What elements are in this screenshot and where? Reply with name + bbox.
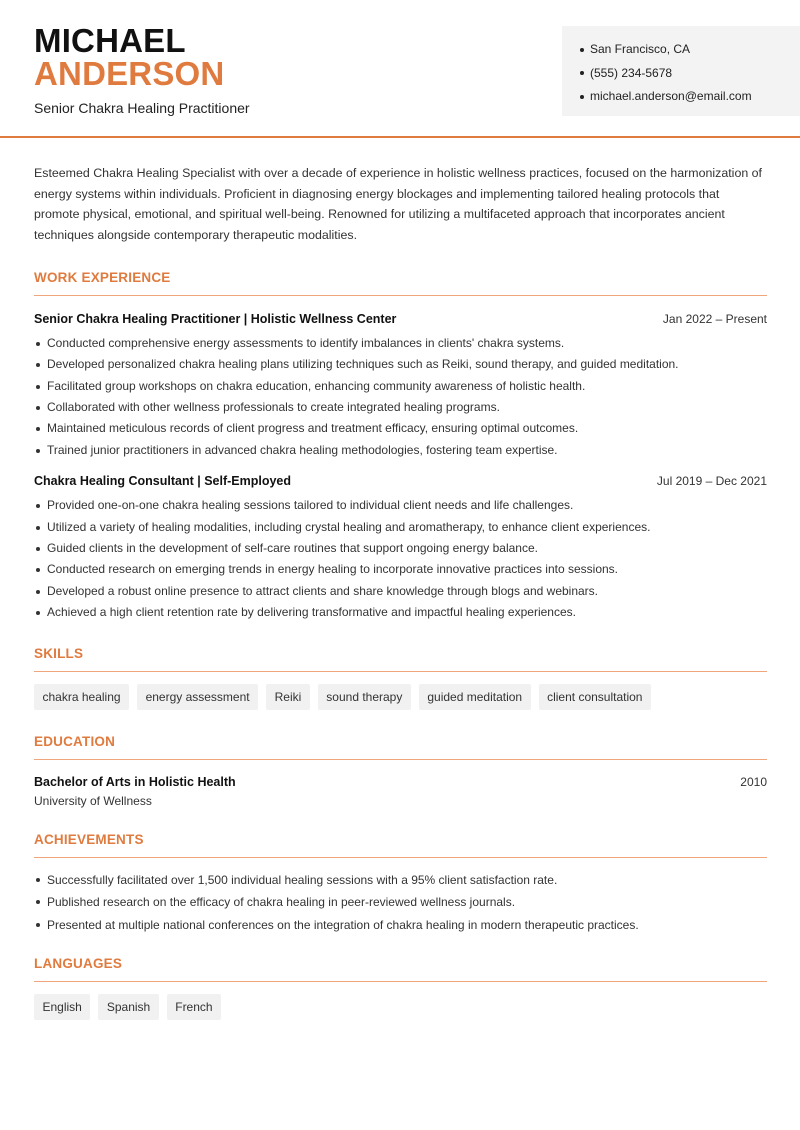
list-item: Developed a robust online presence to attract clients and share knowledge through blogs and webinars. xyxy=(34,581,767,602)
graduation-year: 2010 xyxy=(740,774,767,789)
list-item: Developed personalized chakra healing plans utilizing techniques such as Reiki, sound therapy, and guided meditation. xyxy=(34,354,767,375)
skill-tag: chakra healing xyxy=(34,684,129,710)
list-item: Presented at multiple national conferences on the integration of chakra healing in modern therapeutic practices. xyxy=(34,914,767,937)
list-item: Achieved a high client retention rate by delivering transformative and impactful healing experiences. xyxy=(34,602,767,623)
section-title-languages: LANGUAGES xyxy=(34,956,767,982)
education-entry xyxy=(34,775,767,808)
contact-box xyxy=(562,26,800,116)
language-tag: French xyxy=(167,994,221,1020)
list-item: Facilitated group workshops on chakra education, enhancing community awareness of holistic health. xyxy=(34,376,767,397)
achievements-list xyxy=(34,869,767,937)
language-tag: English xyxy=(34,994,90,1020)
skill-tag: energy assessment xyxy=(137,684,258,710)
bullet-icon xyxy=(580,48,584,52)
skill-tag: Reiki xyxy=(266,684,310,710)
list-item: Published research on the efficacy of chakra healing in peer-reviewed wellness journals. xyxy=(34,891,767,914)
list-item: Guided clients in the development of self-care routines that support ongoing energy balance. xyxy=(34,538,767,559)
list-item: Conducted research on emerging trends in energy healing to incorporate innovative practices into sessions. xyxy=(34,559,767,580)
section-title-education: EDUCATION xyxy=(34,734,767,760)
skill-tag: sound therapy xyxy=(318,684,411,710)
section-title-achievements: ACHIEVEMENTS xyxy=(34,832,767,858)
contact-email[interactable]: michael.anderson@email.com xyxy=(580,85,800,109)
list-item: Trained junior practitioners in advanced chakra healing methodologies, fostering team expertise. xyxy=(34,440,767,461)
languages-list xyxy=(34,994,767,1020)
bullet-icon xyxy=(580,71,584,75)
skill-tag: guided meditation xyxy=(419,684,531,710)
skill-tag: client consultation xyxy=(539,684,651,710)
job-bullets xyxy=(34,495,767,623)
job-entry-title: Senior Chakra Healing Practitioner | Holistic Wellness Center xyxy=(34,311,397,326)
contact-phone: (555) 234-5678 xyxy=(580,62,800,86)
list-item: Provided one-on-one chakra healing sessions tailored to individual client needs and life challenges. xyxy=(34,495,767,516)
degree: Bachelor of Arts in Holistic Health xyxy=(34,774,236,789)
list-item: Collaborated with other wellness professionals to create integrated healing programs. xyxy=(34,397,767,418)
job-entry xyxy=(34,474,767,623)
resume-header xyxy=(0,0,800,138)
resume-body xyxy=(34,163,767,1020)
list-item: Maintained meticulous records of client progress and treatment efficacy, ensuring optimal outcomes. xyxy=(34,418,767,439)
contact-location: San Francisco, CA xyxy=(580,38,800,62)
skills-list xyxy=(34,684,767,710)
job-bullets xyxy=(34,333,767,461)
job-title: Senior Chakra Healing Practitioner xyxy=(34,100,250,116)
last-name: ANDERSON xyxy=(34,55,225,92)
list-item: Conducted comprehensive energy assessments to identify imbalances in clients' chakra systems. xyxy=(34,333,767,354)
first-name: MICHAEL xyxy=(34,22,186,59)
bullet-icon xyxy=(580,95,584,99)
language-tag: Spanish xyxy=(98,994,158,1020)
section-title-work: WORK EXPERIENCE xyxy=(34,270,767,296)
job-entry xyxy=(34,312,767,461)
list-item: Utilized a variety of healing modalities, including crystal healing and aromatherapy, to enhance client experiences. xyxy=(34,517,767,538)
job-entry-title: Chakra Healing Consultant | Self-Employed xyxy=(34,474,292,489)
school: University of Wellness xyxy=(34,793,152,808)
summary: Esteemed Chakra Healing Specialist with over a decade of experience in holistic wellness practices, focused on the harmonization of energy systems within individuals. Proficient in diagnosing energy blockages and implementing tailored healing protocols that promote physical, emotional, and spiritual well-being. Renowned for utilizing a multifaceted approach that incorporates ancient techniques alongside contemporary therapeutic modalities. xyxy=(34,166,762,243)
job-entry-dates: Jul 2019 – Dec 2021 xyxy=(656,474,767,489)
job-entry-dates: Jan 2022 – Present xyxy=(662,311,767,326)
section-title-skills: SKILLS xyxy=(34,646,767,672)
list-item: Successfully facilitated over 1,500 individual healing sessions with a 95% client satisfaction rate. xyxy=(34,869,767,892)
